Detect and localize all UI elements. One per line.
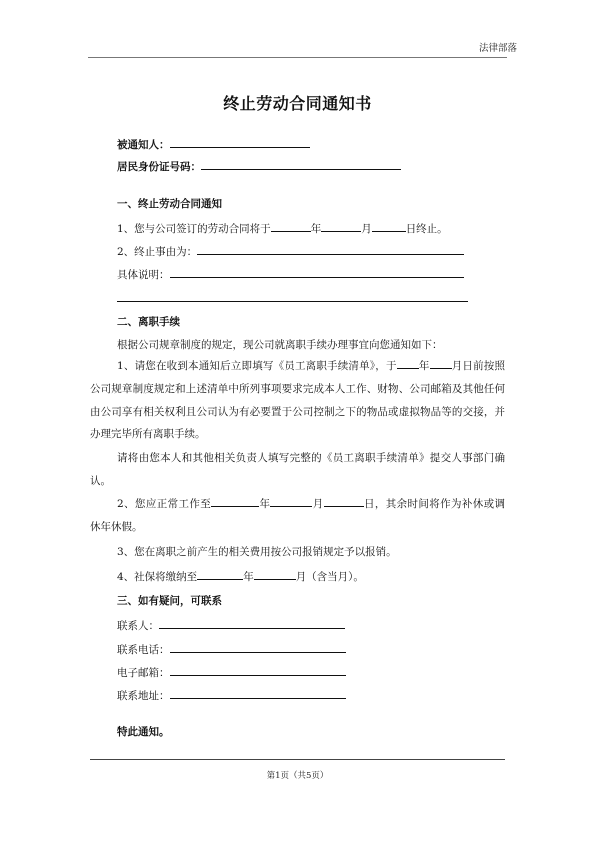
- footer-divider: [90, 759, 505, 760]
- month-blank: [321, 220, 361, 232]
- section-1-heading: 一、终止劳动合同通知: [117, 198, 222, 210]
- work-until-month-label: 月: [312, 498, 324, 510]
- section-2-heading: 二、离职手续: [117, 316, 180, 328]
- notified-person-label: 被通知人：: [117, 139, 170, 151]
- document-title: 终止劳动合同通知书: [223, 94, 372, 113]
- work-until-year-blank: [211, 495, 259, 507]
- year-label: 年: [310, 223, 322, 235]
- notified-person-row: [117, 136, 310, 152]
- contact-person-blank: [159, 617, 345, 629]
- contact-address-row: [117, 687, 346, 703]
- social-security-text-b: 月（含当月）。: [295, 571, 364, 583]
- work-until-year-label: 年: [259, 498, 271, 510]
- contact-email-row: [117, 664, 346, 680]
- handover-year-blank: [397, 357, 419, 369]
- work-until-month-blank: [270, 495, 312, 507]
- details-label: 具体说明：: [117, 269, 170, 281]
- contact-person-row: [117, 617, 345, 633]
- day-label: 日终止。: [405, 223, 448, 235]
- header-brand: 法律部落: [478, 43, 517, 54]
- handover-text-b: 日前按照公司规章制度规定和上述清单中所列事项要求完成本人工作、财物、公司邮箱及其他任何由公司享有相关权利且公司认为有必要置于公司控制之下的物品或虚拟物品等的交接，并办理完毕所有离职手续。: [90, 360, 506, 441]
- social-security-text-a: 4、社保将缴纳至: [117, 571, 198, 583]
- handover-month-blank: [430, 357, 452, 369]
- contact-phone-label: 联系电话：: [117, 644, 170, 656]
- work-until-text-b: 日，其余时间将作为补休或调休年休假。: [90, 498, 506, 533]
- termination-reason-label: 2、终止事由为：: [117, 246, 198, 258]
- expenses-line: 3、您在离职之前产生的相关费用按公司报销规定予以报销。: [117, 546, 397, 558]
- closing-text: 特此通知。: [117, 726, 170, 738]
- notified-person-blank: [170, 136, 310, 148]
- details-blank: [170, 266, 464, 278]
- handover-year-label: 年: [418, 360, 430, 372]
- social-security-row: [117, 568, 364, 584]
- id-number-row: [117, 158, 401, 174]
- details-blank-line-2: [117, 301, 468, 302]
- section-3-heading: 三、如有疑问，可联系: [117, 595, 222, 607]
- contact-person-label: 联系人：: [117, 620, 159, 632]
- contact-email-blank: [170, 664, 346, 676]
- termination-date-text: 1、您与公司签订的劳动合同将于: [117, 223, 271, 235]
- termination-reason-row: [117, 243, 464, 259]
- header-divider: [88, 57, 507, 58]
- section-2-intro: 根据公司规章制度的规定，现公司就离职手续办理事宜向您通知如下：: [117, 339, 443, 351]
- checklist-paragraph: 请将由您本人和其他相关负责人填写完整的《员工离职手续清单》提交人事部门确认。: [90, 452, 505, 487]
- id-number-blank: [201, 158, 401, 170]
- social-security-year-blank: [197, 568, 243, 580]
- handover-paragraph: [90, 355, 505, 446]
- work-until-day-blank: [324, 495, 364, 507]
- month-label: 月: [361, 223, 372, 235]
- contact-address-blank: [170, 687, 346, 699]
- page-number: 第1页（共5页）: [266, 771, 329, 781]
- termination-date-row: [117, 220, 448, 236]
- contact-address-label: 联系地址：: [117, 690, 170, 702]
- termination-reason-blank: [197, 243, 464, 255]
- day-blank: [372, 220, 406, 232]
- social-security-year-label: 年: [243, 571, 254, 583]
- handover-text-a: 1、请您在收到本通知后立即填写《员工离职手续清单》，于: [117, 360, 397, 372]
- id-number-label: 居民身份证号码：: [117, 161, 201, 173]
- year-blank: [271, 220, 311, 232]
- details-row: [117, 266, 464, 282]
- contact-email-label: 电子邮箱：: [117, 667, 170, 679]
- work-until-paragraph: [90, 493, 505, 539]
- contact-phone-blank: [170, 641, 346, 653]
- handover-month-label: 月: [451, 360, 463, 372]
- social-security-month-blank: [254, 568, 296, 580]
- work-until-text-a: 2、您应正常工作至: [117, 498, 212, 510]
- contact-phone-row: [117, 641, 346, 657]
